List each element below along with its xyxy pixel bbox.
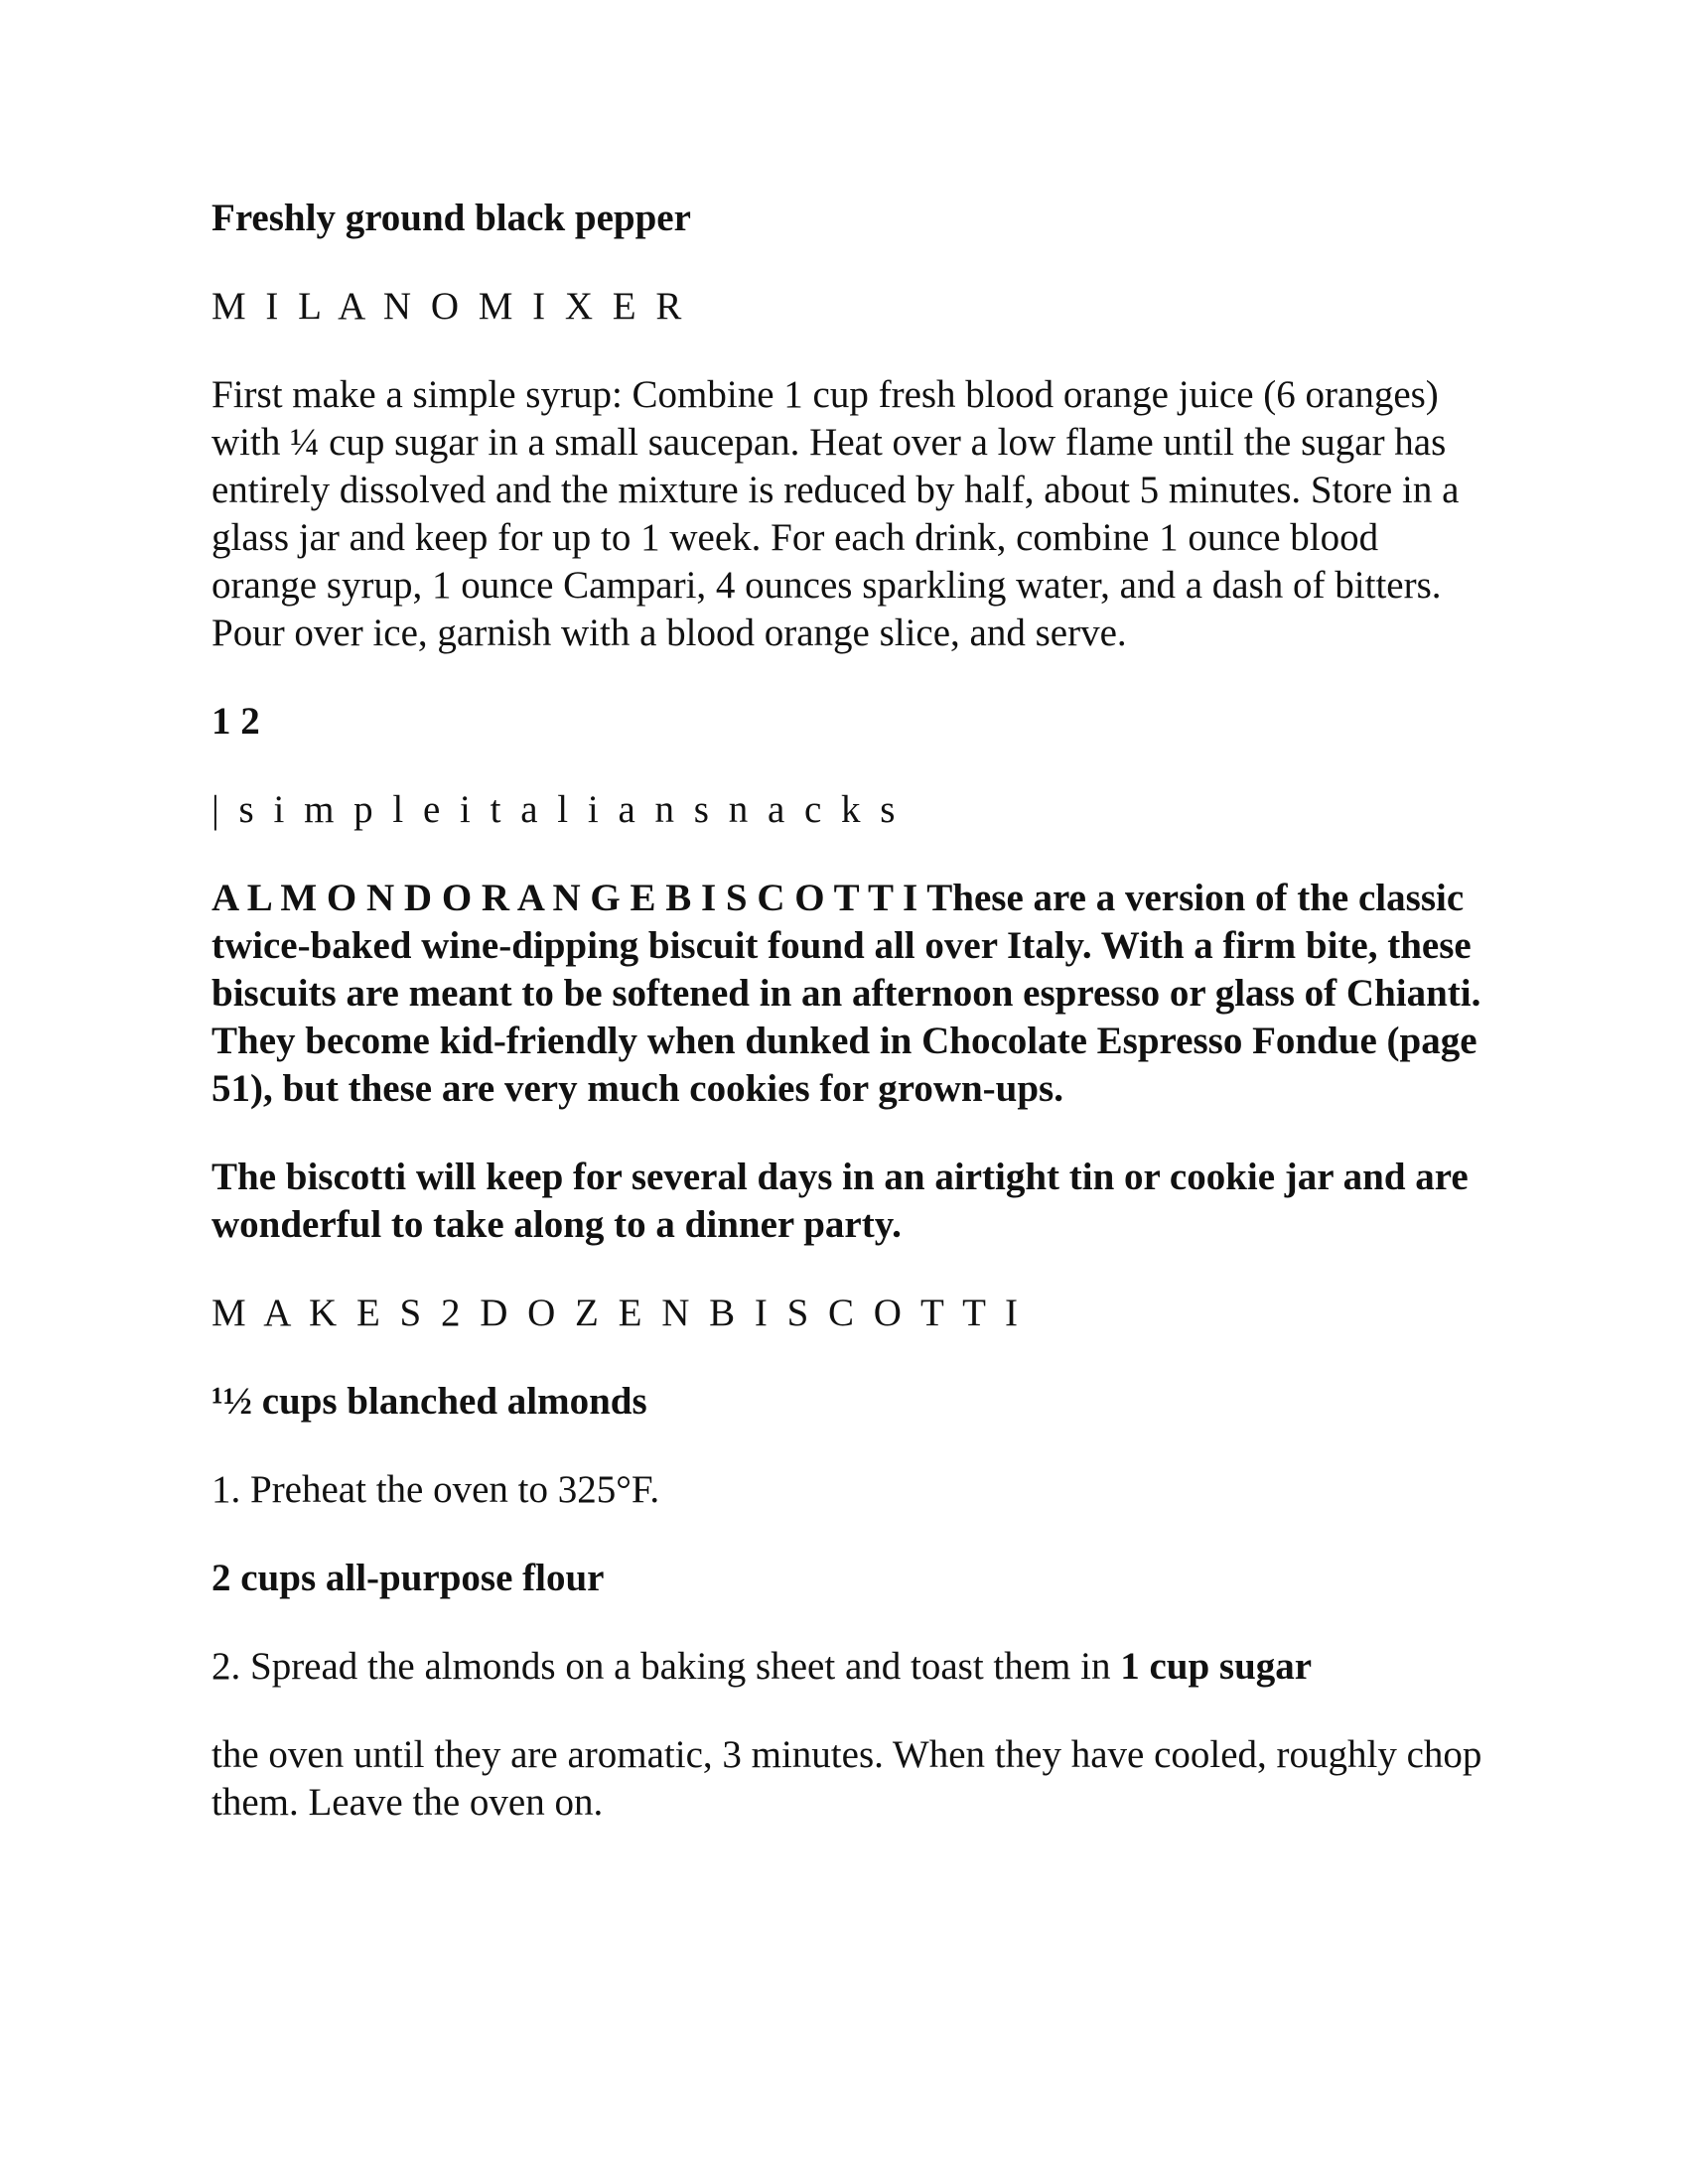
milanomixer-body: First make a simple syrup: Combine 1 cup fresh blood orange juice (6 oranges) with ¼ cup sugar in a small saucepan. Heat over a low flame until the sugar has entirely dissolved and the mixture is reduced by half, about 5 minutes. Store in a glass jar and keep for up to 1 week. For each drink, combine 1 ounce blood orange syrup, 1 ounce Campari, 4 ounces sparkling water, and a dash of bitters. Pour over ice, garnish with a blood orange slice, and serve. [211, 373, 1460, 654]
yield-heading: M A K E S 2 D O Z E N B I S C O T T I [211, 1292, 1024, 1334]
document-page [211, 195, 1492, 1827]
step-2-continued: the oven until they are aromatic, 3 minutes. When they have cooled, roughly chop them. Leave the oven on. [211, 1733, 1482, 1824]
biscotti-keep-note: The biscotti will keep for several days in an airtight tin or cookie jar and are wonderful to take along to a dinner party. [211, 1156, 1469, 1246]
page-number: 1 2 [211, 700, 260, 743]
ingredient-flour: 2 cups all-purpose flour [211, 1557, 605, 1599]
step-2-text: 2. Spread the almonds on a baking sheet and toast them in [211, 1645, 1121, 1688]
section-header: | s i m p l e i t a l i a n s n a c k s [211, 788, 901, 831]
ingredient-almonds: ¹½ cups blanched almonds [211, 1380, 647, 1423]
biscotti-intro: A L M O N D O R A N G E B I S C O T T I These are a version of the classic twice-baked wine-dipping biscuit found all over Italy. With a firm bite, these biscuits are meant to be softened in an afternoon espresso or glass of Chianti. They become kid-friendly when dunked in Chocolate Espresso Fondue (page 51), but these are very much cookies for grown-ups. [211, 877, 1481, 1110]
step-2-line [211, 1643, 1492, 1691]
step-1: 1. Preheat the oven to 325°F. [211, 1468, 660, 1511]
ingredient-sugar: 1 cup sugar [1120, 1645, 1313, 1688]
ingredient-pepper: Freshly ground black pepper [211, 197, 691, 239]
milanomixer-heading: M I L A N O M I X E R [211, 285, 687, 328]
